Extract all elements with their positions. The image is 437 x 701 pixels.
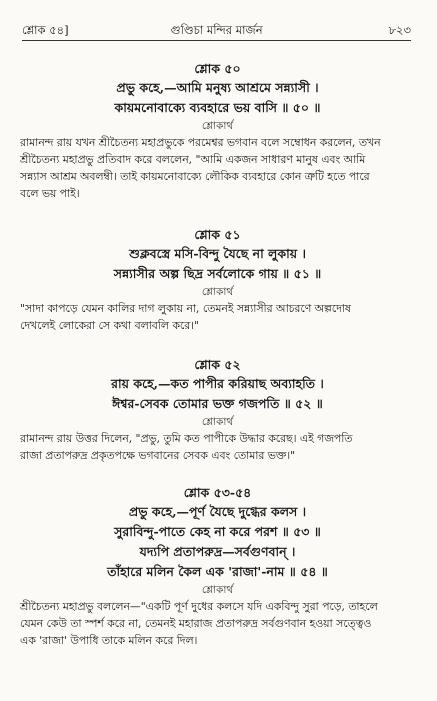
verse-line: শুক্লবস্ত্রে মসি-বিন্দু যৈছে না লুকায় । bbox=[129, 246, 306, 261]
verse-line: যদ্যপি প্রতাপরুদ্র—সর্বগুণবান্ । bbox=[139, 544, 296, 559]
page-number: ৮২৩ bbox=[388, 23, 411, 37]
verse-title: শ্লোক ৫০ bbox=[194, 61, 241, 76]
verse-title: শ্লোক ৫১ bbox=[194, 227, 241, 242]
translation-line: সন্ন্যাস আশ্রম অবলম্বী। তাই কায়মনোবাক্যে লৌকিক ব্যবহারে কোন ত্রুটি হতে পারে bbox=[20, 170, 370, 183]
translation-line: বলে ভয় পাই। bbox=[20, 187, 80, 200]
translation-line: দেখলেই লোকেরা সে কথা বলাবলি করে।" bbox=[20, 319, 199, 332]
translation-label: শ্লোকার্থ bbox=[201, 416, 234, 428]
page-header bbox=[22, 22, 411, 38]
translation-line: রামানন্দ রায় যখন শ্রীচৈতন্য মহাপ্রভুকে পরমেশ্বর ভগবান বলে সম্বোধন করলেন, তখন bbox=[20, 136, 381, 149]
translation-line: এক 'রাজা' উপাধি তাকে মলিন করে দিল। bbox=[20, 634, 198, 647]
translation-line: রামানন্দ রায় উত্তর দিলেন, "প্রভু, তুমি কত পাপীকে উদ্ধার করেছ। এই গজপতি bbox=[20, 432, 353, 445]
verse-line: সন্ন্যাসীর অল্প ছিদ্র সর্বলোকে গায় ॥ ৫১ ॥ bbox=[113, 266, 322, 281]
verse-section-51 bbox=[20, 226, 415, 334]
translation-label: শ্লোকার্থ bbox=[201, 286, 234, 298]
translation-line: শ্রীচৈতন্য মহাপ্রভু প্রতিবাদ করে বললেন, "আমি একজন সাধারণ মানুষ এবং আমি bbox=[20, 153, 366, 166]
header-rule bbox=[22, 40, 411, 41]
verse-section-53-54 bbox=[20, 484, 415, 649]
verse-line: তাঁহারে মলিন কৈল এক 'রাজা'-নাম ॥ ৫৪ ॥ bbox=[107, 564, 328, 579]
translation-label: শ্লোকার্থ bbox=[201, 120, 234, 132]
translation-line: "সাদা কাপড়ে যেমন কালির দাগ লুকায় না, তেমনই সন্ন্যাসীর আচরণে অল্পদোষ bbox=[20, 302, 351, 315]
verse-line: কায়মনোবাক্যে ব্যবহারে ভয় বাসি ॥ ৫০ ॥ bbox=[114, 100, 321, 115]
verse-line: প্রভু কহে,—পূর্ণ যৈছে দুগ্ধের কলস । bbox=[128, 504, 307, 519]
verse-line: রায় কহে,—কত পাপীর করিয়াছ অব্যাহতি । bbox=[111, 376, 324, 391]
header-chapter-title: গুণ্ডিচা মন্দির মার্জন bbox=[170, 23, 263, 37]
verse-line: সুরাবিন্দু-পাতে কেহ না করে পরশ ॥ ৫৩ ॥ bbox=[114, 524, 321, 539]
translation-line: শ্রীচৈতন্য মহাপ্রভু বললেন—"একটি পূর্ণ দুধের কলসে যদি একবিন্দু সুরা পড়ে, তাহলে bbox=[20, 600, 378, 613]
header-verse-ref: শ্লোক ৫৪] bbox=[22, 23, 69, 37]
verse-section-50 bbox=[20, 60, 415, 202]
verse-section-52 bbox=[20, 356, 415, 464]
verse-line: ঈশ্বর-সেবক তোমার ভক্ত গজপতি ॥ ৫২ ॥ bbox=[112, 396, 323, 411]
verse-line: প্রভু কহে,—আমি মনুষ্য আশ্রমে সন্ন্যাসী । bbox=[116, 80, 319, 95]
translation-line: যেমন কেউ তা স্পর্শ করে না, তেমনই মহারাজ প্রতাপরুদ্র সর্বগুণবান হওয়া সত্ত্বেও bbox=[20, 617, 372, 630]
verse-title: শ্লোক ৫৩-৫৪ bbox=[183, 485, 252, 500]
verse-title: শ্লোক ৫২ bbox=[194, 357, 241, 372]
translation-label: শ্লোকার্থ bbox=[201, 584, 234, 596]
translation-line: রাজা প্রতাপরুদ্র প্রকৃতপক্ষে ভগবানের সেবক এবং তোমার ভক্ত।" bbox=[20, 449, 296, 462]
